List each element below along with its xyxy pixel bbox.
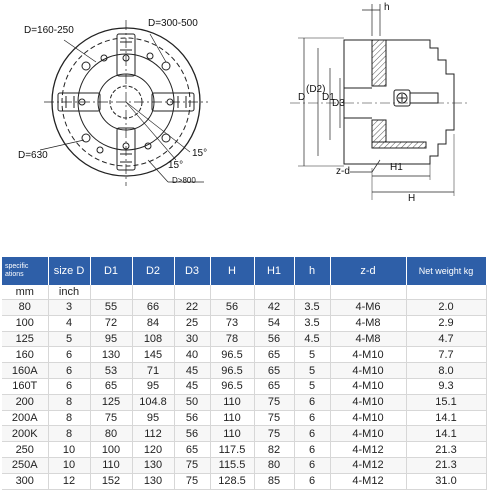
cell-mm: 300 xyxy=(2,473,48,489)
cell-net-weight: 14.1 xyxy=(406,410,486,426)
cell-net-weight: 2.9 xyxy=(406,315,486,331)
side-view xyxy=(290,4,470,200)
cell-mm: 200A xyxy=(2,410,48,426)
cell-net-weight: 8.0 xyxy=(406,363,486,379)
table-row xyxy=(2,315,486,331)
cell-inch: 6 xyxy=(48,378,90,394)
table-row xyxy=(2,457,486,473)
cell-mm: 125 xyxy=(2,331,48,347)
cell-net-weight: 7.7 xyxy=(406,347,486,363)
table-row xyxy=(2,442,486,458)
cell-h1: 56 xyxy=(254,331,294,347)
label-D2: (D2) xyxy=(306,84,326,95)
cell-zd: 4-M10 xyxy=(330,410,406,426)
cell-h1: 85 xyxy=(254,473,294,489)
cell-zd: 4-M8 xyxy=(330,331,406,347)
cell-d3: 75 xyxy=(174,473,210,489)
cell-d2: 108 xyxy=(132,331,174,347)
header-d2: D2 xyxy=(132,257,174,285)
unit-blank xyxy=(132,285,174,300)
label-d-160-250: D=160-250 xyxy=(24,25,74,36)
cell-inch: 6 xyxy=(48,347,90,363)
cell-mm: 80 xyxy=(2,300,48,316)
cell-net-weight: 21.3 xyxy=(406,442,486,458)
cell-inch: 5 xyxy=(48,331,90,347)
cell-mm: 160T xyxy=(2,378,48,394)
unit-blank xyxy=(330,285,406,300)
cell-h-lower: 6 xyxy=(294,410,330,426)
cell-h-lower: 5 xyxy=(294,378,330,394)
technical-drawing xyxy=(0,0,488,240)
cell-h-upper: 56 xyxy=(210,300,254,316)
cell-h-upper: 128.5 xyxy=(210,473,254,489)
cell-d2: 120 xyxy=(132,442,174,458)
cell-h-lower: 4.5 xyxy=(294,331,330,347)
chuck-drawing-svg xyxy=(0,0,488,240)
cell-zd: 4-M10 xyxy=(330,347,406,363)
table-header-row xyxy=(2,257,486,285)
header-d1: D1 xyxy=(90,257,132,285)
cell-mm: 160A xyxy=(2,363,48,379)
unit-row xyxy=(2,285,486,300)
cell-d1: 75 xyxy=(90,410,132,426)
cell-h-upper: 115.5 xyxy=(210,457,254,473)
cell-d3: 22 xyxy=(174,300,210,316)
table-row xyxy=(2,410,486,426)
cell-h-upper: 73 xyxy=(210,315,254,331)
cell-d1: 100 xyxy=(90,442,132,458)
spec-table xyxy=(2,257,487,490)
cell-h1: 65 xyxy=(254,363,294,379)
cell-zd: 4-M6 xyxy=(330,300,406,316)
header-net-weight: Net weight kg xyxy=(406,257,486,285)
header-h-upper: H xyxy=(210,257,254,285)
cell-d1: 80 xyxy=(90,426,132,442)
cell-h1: 82 xyxy=(254,442,294,458)
cell-zd: 4-M8 xyxy=(330,315,406,331)
cell-d2: 104.8 xyxy=(132,394,174,410)
cell-d2: 145 xyxy=(132,347,174,363)
cell-h-upper: 96.5 xyxy=(210,347,254,363)
cell-d2: 95 xyxy=(132,378,174,394)
unit-mm: mm xyxy=(2,285,48,300)
cell-d2: 66 xyxy=(132,300,174,316)
cell-h1: 54 xyxy=(254,315,294,331)
cell-d3: 65 xyxy=(174,442,210,458)
cell-d2: 112 xyxy=(132,426,174,442)
cell-h-upper: 117.5 xyxy=(210,442,254,458)
cell-d3: 45 xyxy=(174,363,210,379)
cell-d1: 53 xyxy=(90,363,132,379)
cell-mm: 100 xyxy=(2,315,48,331)
spec-line-1: specific xyxy=(5,263,29,270)
label-H1: H1 xyxy=(390,162,403,173)
cell-mm: 250A xyxy=(2,457,48,473)
cell-inch: 3 xyxy=(48,300,90,316)
cell-h-upper: 96.5 xyxy=(210,363,254,379)
cell-h1: 42 xyxy=(254,300,294,316)
cell-h-lower: 3.5 xyxy=(294,315,330,331)
table-row xyxy=(2,426,486,442)
cell-net-weight: 31.0 xyxy=(406,473,486,489)
cell-d1: 130 xyxy=(90,347,132,363)
label-d-800: D>800 xyxy=(172,176,196,185)
cell-mm: 160 xyxy=(2,347,48,363)
cell-h-lower: 3.5 xyxy=(294,300,330,316)
cell-d3: 50 xyxy=(174,394,210,410)
label-d-300-500: D=300-500 xyxy=(148,18,198,29)
cell-mm: 200K xyxy=(2,426,48,442)
cell-inch: 8 xyxy=(48,394,90,410)
cell-inch: 8 xyxy=(48,426,90,442)
label-d-630: D=630 xyxy=(18,150,48,161)
cell-zd: 4-M10 xyxy=(330,363,406,379)
cell-h-lower: 5 xyxy=(294,347,330,363)
cell-h-upper: 110 xyxy=(210,394,254,410)
cell-d1: 95 xyxy=(90,331,132,347)
cell-h-upper: 96.5 xyxy=(210,378,254,394)
cell-h1: 75 xyxy=(254,394,294,410)
table-row xyxy=(2,300,486,316)
cell-h-upper: 110 xyxy=(210,426,254,442)
cell-net-weight: 15.1 xyxy=(406,394,486,410)
spec-line-2: ations xyxy=(5,271,24,278)
cell-d3: 25 xyxy=(174,315,210,331)
unit-blank xyxy=(294,285,330,300)
header-h-lower: h xyxy=(294,257,330,285)
cell-h-lower: 6 xyxy=(294,473,330,489)
cell-net-weight: 14.1 xyxy=(406,426,486,442)
cell-inch: 4 xyxy=(48,315,90,331)
unit-blank xyxy=(90,285,132,300)
cell-h1: 75 xyxy=(254,410,294,426)
cell-d2: 84 xyxy=(132,315,174,331)
cell-h-lower: 6 xyxy=(294,426,330,442)
angle-label-2: 15° xyxy=(192,148,208,159)
cell-d3: 40 xyxy=(174,347,210,363)
cell-d3: 56 xyxy=(174,410,210,426)
cell-d1: 110 xyxy=(90,457,132,473)
cell-zd: 4-M12 xyxy=(330,442,406,458)
cell-d3: 56 xyxy=(174,426,210,442)
unit-blank xyxy=(406,285,486,300)
table-row xyxy=(2,331,486,347)
table-row xyxy=(2,378,486,394)
cell-inch: 10 xyxy=(48,457,90,473)
cell-d2: 130 xyxy=(132,473,174,489)
cell-h-lower: 6 xyxy=(294,442,330,458)
cell-h1: 75 xyxy=(254,426,294,442)
table-row xyxy=(2,473,486,489)
spec-table-body xyxy=(2,285,486,489)
cell-h1: 65 xyxy=(254,347,294,363)
cell-h-upper: 110 xyxy=(210,410,254,426)
label-D3: D3 xyxy=(332,98,345,109)
cell-h-lower: 5 xyxy=(294,363,330,379)
cell-net-weight: 2.0 xyxy=(406,300,486,316)
cell-net-weight: 9.3 xyxy=(406,378,486,394)
cell-d1: 152 xyxy=(90,473,132,489)
angle-label-1: 15° xyxy=(168,160,184,171)
cell-d1: 55 xyxy=(90,300,132,316)
cell-h-lower: 6 xyxy=(294,457,330,473)
cell-inch: 10 xyxy=(48,442,90,458)
cell-net-weight: 4.7 xyxy=(406,331,486,347)
table-row xyxy=(2,347,486,363)
cell-d3: 30 xyxy=(174,331,210,347)
header-zd: z-d xyxy=(330,257,406,285)
header-d3: D3 xyxy=(174,257,210,285)
unit-blank xyxy=(174,285,210,300)
label-D: D xyxy=(298,92,306,103)
label-h: h xyxy=(384,2,390,13)
cell-mm: 250 xyxy=(2,442,48,458)
cell-h1: 65 xyxy=(254,378,294,394)
cell-d1: 125 xyxy=(90,394,132,410)
cell-inch: 12 xyxy=(48,473,90,489)
table-row xyxy=(2,394,486,410)
cell-d2: 130 xyxy=(132,457,174,473)
cell-inch: 6 xyxy=(48,363,90,379)
cell-zd: 4-M10 xyxy=(330,394,406,410)
cell-zd: 4-M10 xyxy=(330,426,406,442)
cell-d1: 65 xyxy=(90,378,132,394)
table-row xyxy=(2,363,486,379)
cell-d3: 75 xyxy=(174,457,210,473)
label-D1: D1 xyxy=(322,92,335,103)
cell-d2: 95 xyxy=(132,410,174,426)
cell-zd: 4-M12 xyxy=(330,473,406,489)
size-d-label: size D xyxy=(53,265,85,277)
unit-inch: inch xyxy=(48,285,90,300)
label-zd: z-d xyxy=(336,166,350,177)
header-h1: H1 xyxy=(254,257,294,285)
cell-zd: 4-M12 xyxy=(330,457,406,473)
header-size-d xyxy=(48,257,90,285)
cell-h-upper: 78 xyxy=(210,331,254,347)
cell-inch: 8 xyxy=(48,410,90,426)
cell-d2: 71 xyxy=(132,363,174,379)
cell-zd: 4-M10 xyxy=(330,378,406,394)
cell-net-weight: 21.3 xyxy=(406,457,486,473)
cell-h1: 80 xyxy=(254,457,294,473)
unit-blank xyxy=(210,285,254,300)
header-specifications xyxy=(2,257,48,285)
cell-mm: 200 xyxy=(2,394,48,410)
cell-h-lower: 6 xyxy=(294,394,330,410)
cell-d1: 72 xyxy=(90,315,132,331)
label-H: H xyxy=(408,193,416,204)
cell-d3: 45 xyxy=(174,378,210,394)
unit-blank xyxy=(254,285,294,300)
